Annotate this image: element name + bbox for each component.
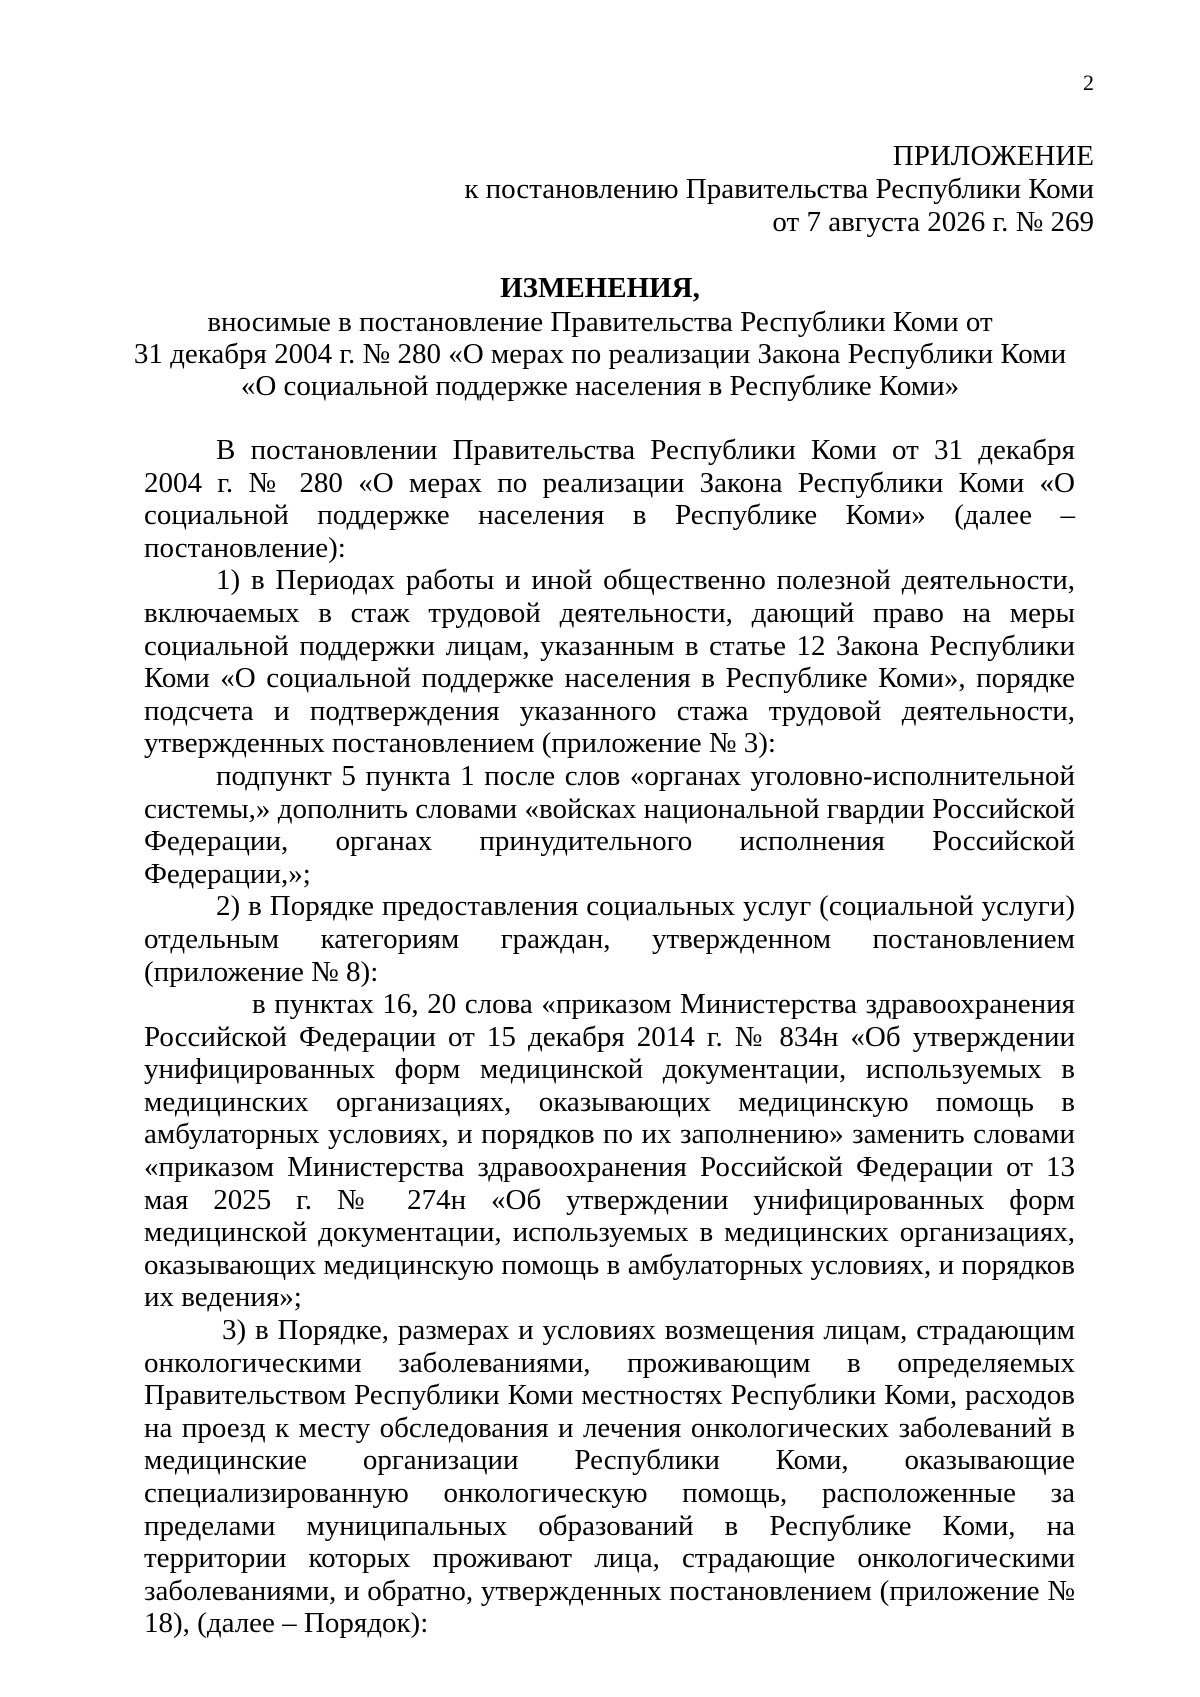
- appendix-header: [394, 140, 1094, 239]
- document-title: ИЗМЕНЕНИЯ,: [500, 272, 700, 304]
- document-subtitle-line-3: «О социальной поддержке населения в Республике Коми»: [240, 370, 960, 402]
- page-number: 2: [1083, 70, 1094, 95]
- document-body: [144, 434, 1075, 1640]
- document-subtitle-line-1: вносимые в постановление Правительства Республики Коми от: [207, 306, 993, 338]
- paragraph-item-3: 3) в Порядке, размерах и условиях возмещения лицам, страдающим онкологическими заболеваниями, проживающим в определяемых Правительством Республики Коми местностях Республики Коми, расходов на проезд к месту обследования и лечения онкологических заболеваний в медицинские организации Республики Коми, оказывающие специализированную онкологическую помощь, расположенные за пределами муниципальных образований в Республике Коми, на территории которых проживают лица, страдающие онкологическими заболеваниями, и обратно, утвержденных постановлением (приложение № 18), (далее – Порядок):: [144, 1314, 1075, 1640]
- appendix-label: ПРИЛОЖЕНИЕ: [892, 140, 1094, 172]
- appendix-reference: к постановлению Правительства Республики Коми: [464, 173, 1094, 205]
- paragraph-intro: В постановлении Правительства Республики Коми от 31 декабря 2004 г. № 280 «О мерах по реализации Закона Республики Коми «О социальной поддержке населения в Республике Коми» (далее – постановление):: [144, 434, 1075, 564]
- document-title-block: [106, 272, 1094, 402]
- appendix-date-number: от 7 августа 2026 г. № 269: [772, 206, 1094, 238]
- paragraph-item-2: 2) в Порядке предоставления социальных услуг (социальной услуги) отдельным категориям граждан, утвержденном постановлением (приложение № 8):: [144, 890, 1075, 988]
- paragraph-item-2-detail: в пунктах 16, 20 слова «приказом Министерства здравоохранения Российской Федерации от 15 декабря 2014 г. № 834н «Об утверждении унифицированных форм медицинской документации, используемых в медицинских организациях, оказывающих медицинскую помощь в амбулаторных условиях, и порядков по их заполнению» заменить словами «приказом Министерства здравоохранения Российской Федерации от 13 мая 2025 г. № 274н «Об утверждении унифицированных форм медицинской документации, используемых в медицинских организациях, оказывающих медицинскую помощь в амбулаторных условиях, и порядков их ведения»;: [144, 988, 1075, 1314]
- paragraph-item-1: 1) в Периодах работы и иной общественно полезной деятельности, включаемых в стаж трудовой деятельности, дающий право на меры социальной поддержки лицам, указанным в статье 12 Закона Республики Коми «О социальной поддержке населения в Республике Коми», порядке подсчета и подтверждения указанного стажа трудовой деятельности, утвержденных постановлением (приложение № 3):: [144, 564, 1075, 760]
- document-subtitle-line-2: 31 декабря 2004 г. № 280 «О мерах по реализации Закона Республики Коми: [133, 338, 1067, 370]
- paragraph-item-1-subpoint: подпункт 5 пункта 1 после слов «органах уголовно-исполнительной системы,» дополнить словами «войсках национальной гвардии Российской Федерации, органах принудительного исполнения Российской Федерации,»;: [144, 759, 1075, 890]
